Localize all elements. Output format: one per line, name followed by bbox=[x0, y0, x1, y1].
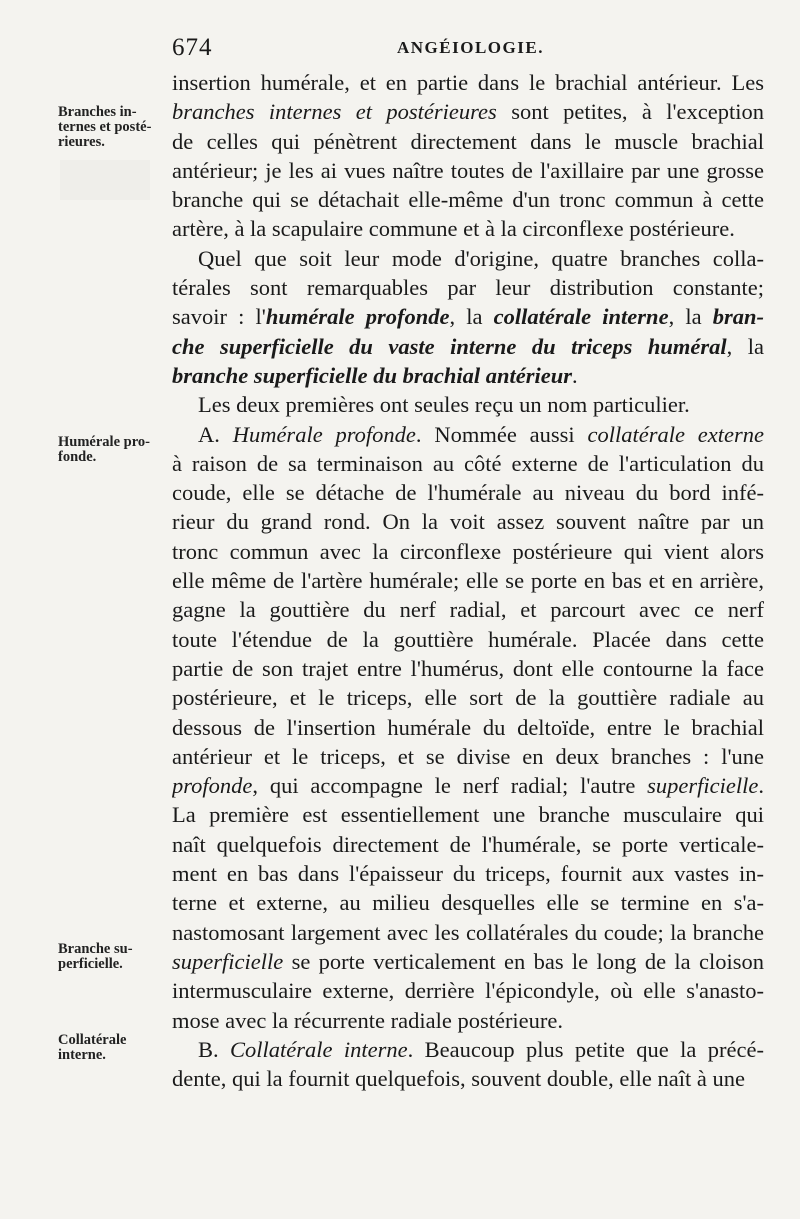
text-line: superficielle se porte verticalement en bas le long de la cloison bbox=[172, 948, 764, 974]
italic-term: Humérale profonde bbox=[232, 421, 416, 447]
page-header bbox=[172, 34, 772, 64]
bold-italic-term: humérale profonde bbox=[265, 304, 450, 330]
text-line: Les deux premières ont seules reçu un nom particulier. bbox=[198, 392, 690, 418]
text-line: La première est essentiellement une branche musculaire qui bbox=[172, 802, 764, 828]
text-line: B. Collatérale interne. Beaucoup plus petite que la précé- bbox=[198, 1036, 764, 1062]
margin-note-collaterale-interne bbox=[58, 1033, 170, 1063]
margin-note-branches-internes bbox=[58, 105, 170, 150]
text-line: profonde, qui accompagne le nerf radial; l'autre superficielle. bbox=[172, 773, 764, 799]
text-line: antérieur et le triceps, et se divise en deux branches : l'une bbox=[172, 743, 764, 769]
text-line: ment en bas dans l'épaisseur du triceps, fournit aux vastes in- bbox=[172, 861, 764, 887]
text-line: elle même de l'artère humérale; elle se porte en bas et en arrière, bbox=[172, 568, 764, 594]
text-line: térales sont remarquables par leur distribution constante; bbox=[172, 275, 764, 301]
running-title: ANGÉIOLOGIE. bbox=[397, 38, 544, 57]
text-line: dente, qui la fournit quelquefois, souvent double, elle naît à une bbox=[172, 1066, 745, 1092]
text-line: mose avec la récurrente radiale postérieure. bbox=[172, 1007, 564, 1033]
text-line: terne et externe, au milieu desquelles elle se termine en s'a- bbox=[172, 890, 764, 916]
text-line: dessous de l'insertion humérale du deltoïde, entre le brachial bbox=[172, 714, 764, 740]
margin-note-line: interne. bbox=[58, 1047, 106, 1063]
margin-note-line: ternes et posté- bbox=[58, 119, 152, 135]
text-line: rieur du grand rond. On la voit assez souvent naître par un bbox=[172, 509, 764, 535]
text-line: toute l'étendue de la gouttière humérale. Placée dans cette bbox=[172, 626, 764, 652]
text-line: antérieur; je les ai vues naître toutes de l'axillaire par une grosse bbox=[172, 157, 764, 183]
margin-note-line: Branches in- bbox=[58, 104, 137, 120]
text-line: che superficielle du vaste interne du triceps huméral, la bbox=[172, 333, 764, 359]
text-line: branche qui se détachait elle-même d'un tronc commun à cette bbox=[172, 187, 764, 213]
bold-italic-term: branche superficielle du brachial antérieur bbox=[172, 362, 573, 388]
italic-term: superficielle bbox=[647, 773, 759, 799]
margin-note-line: fonde. bbox=[58, 449, 97, 465]
text-line: insertion humérale, et en partie dans le brachial antérieur. Les bbox=[172, 70, 764, 95]
text-line: postérieure, et le triceps, elle sort de la gouttière radiale au bbox=[172, 685, 764, 711]
italic-term: profonde bbox=[172, 773, 253, 799]
bold-italic-term: che superficielle du vaste interne du triceps huméral bbox=[172, 333, 727, 359]
text-line: branches internes et postérieures sont petites, à l'exception bbox=[172, 99, 764, 125]
body-text bbox=[172, 68, 764, 1093]
margin-note-line: Humérale pro- bbox=[58, 434, 150, 450]
margin-note-line: Collatérale bbox=[58, 1032, 127, 1048]
italic-term: superficielle bbox=[172, 948, 284, 974]
text-line: A. Humérale profonde. Nommée aussi collatérale externe bbox=[198, 421, 764, 447]
text-line: nastomosant largement avec les collatérales du coude; la branche bbox=[172, 919, 764, 945]
page-number: 674 bbox=[172, 34, 213, 61]
text-line: Quel que soit leur mode d'origine, quatre branches colla- bbox=[198, 245, 764, 271]
text-line: de celles qui pénètrent directement dans le muscle brachial bbox=[172, 128, 764, 154]
margin-note-branche-superficielle bbox=[58, 942, 170, 972]
margin-note-line: perficielle. bbox=[58, 956, 123, 972]
text-line: coude, elle se détache de l'humérale au niveau du bord infé- bbox=[172, 480, 764, 506]
bleed-through-shadow bbox=[60, 160, 150, 200]
text-line: partie de son trajet entre l'humérus, dont elle contourne la face bbox=[172, 655, 764, 681]
italic-term: collatérale externe bbox=[587, 421, 764, 447]
italic-term: Collatérale interne bbox=[230, 1036, 408, 1062]
bold-italic-term: collatérale interne bbox=[493, 304, 669, 330]
text-line: à raison de sa terminaison au côté externe de l'articulation du bbox=[172, 450, 764, 476]
margin-note-line: rieures. bbox=[58, 134, 105, 150]
italic-term: branches internes et postérieures bbox=[172, 99, 497, 125]
text-line: tronc commun avec la circonflexe postérieure qui vient alors bbox=[172, 538, 764, 564]
text-line: artère, à la scapulaire commune et à la circonflexe postérieure. bbox=[172, 216, 735, 242]
text-line: savoir : l'humérale profonde, la collatérale interne, la bran- bbox=[172, 304, 764, 330]
text-line: gagne la gouttière du nerf radial, et parcourt avec ce nerf bbox=[172, 597, 764, 623]
text-line: intermusculaire externe, derrière l'épicondyle, où elle s'anasto- bbox=[172, 978, 764, 1004]
bold-italic-term: bran- bbox=[712, 304, 764, 330]
text-line: naît quelquefois directement de l'humérale, se porte verticale- bbox=[172, 831, 764, 857]
margin-note-line: Branche su- bbox=[58, 941, 133, 957]
text-line: branche superficielle du brachial antérieur. bbox=[172, 362, 578, 388]
margin-note-humerale-profonde bbox=[58, 435, 170, 465]
